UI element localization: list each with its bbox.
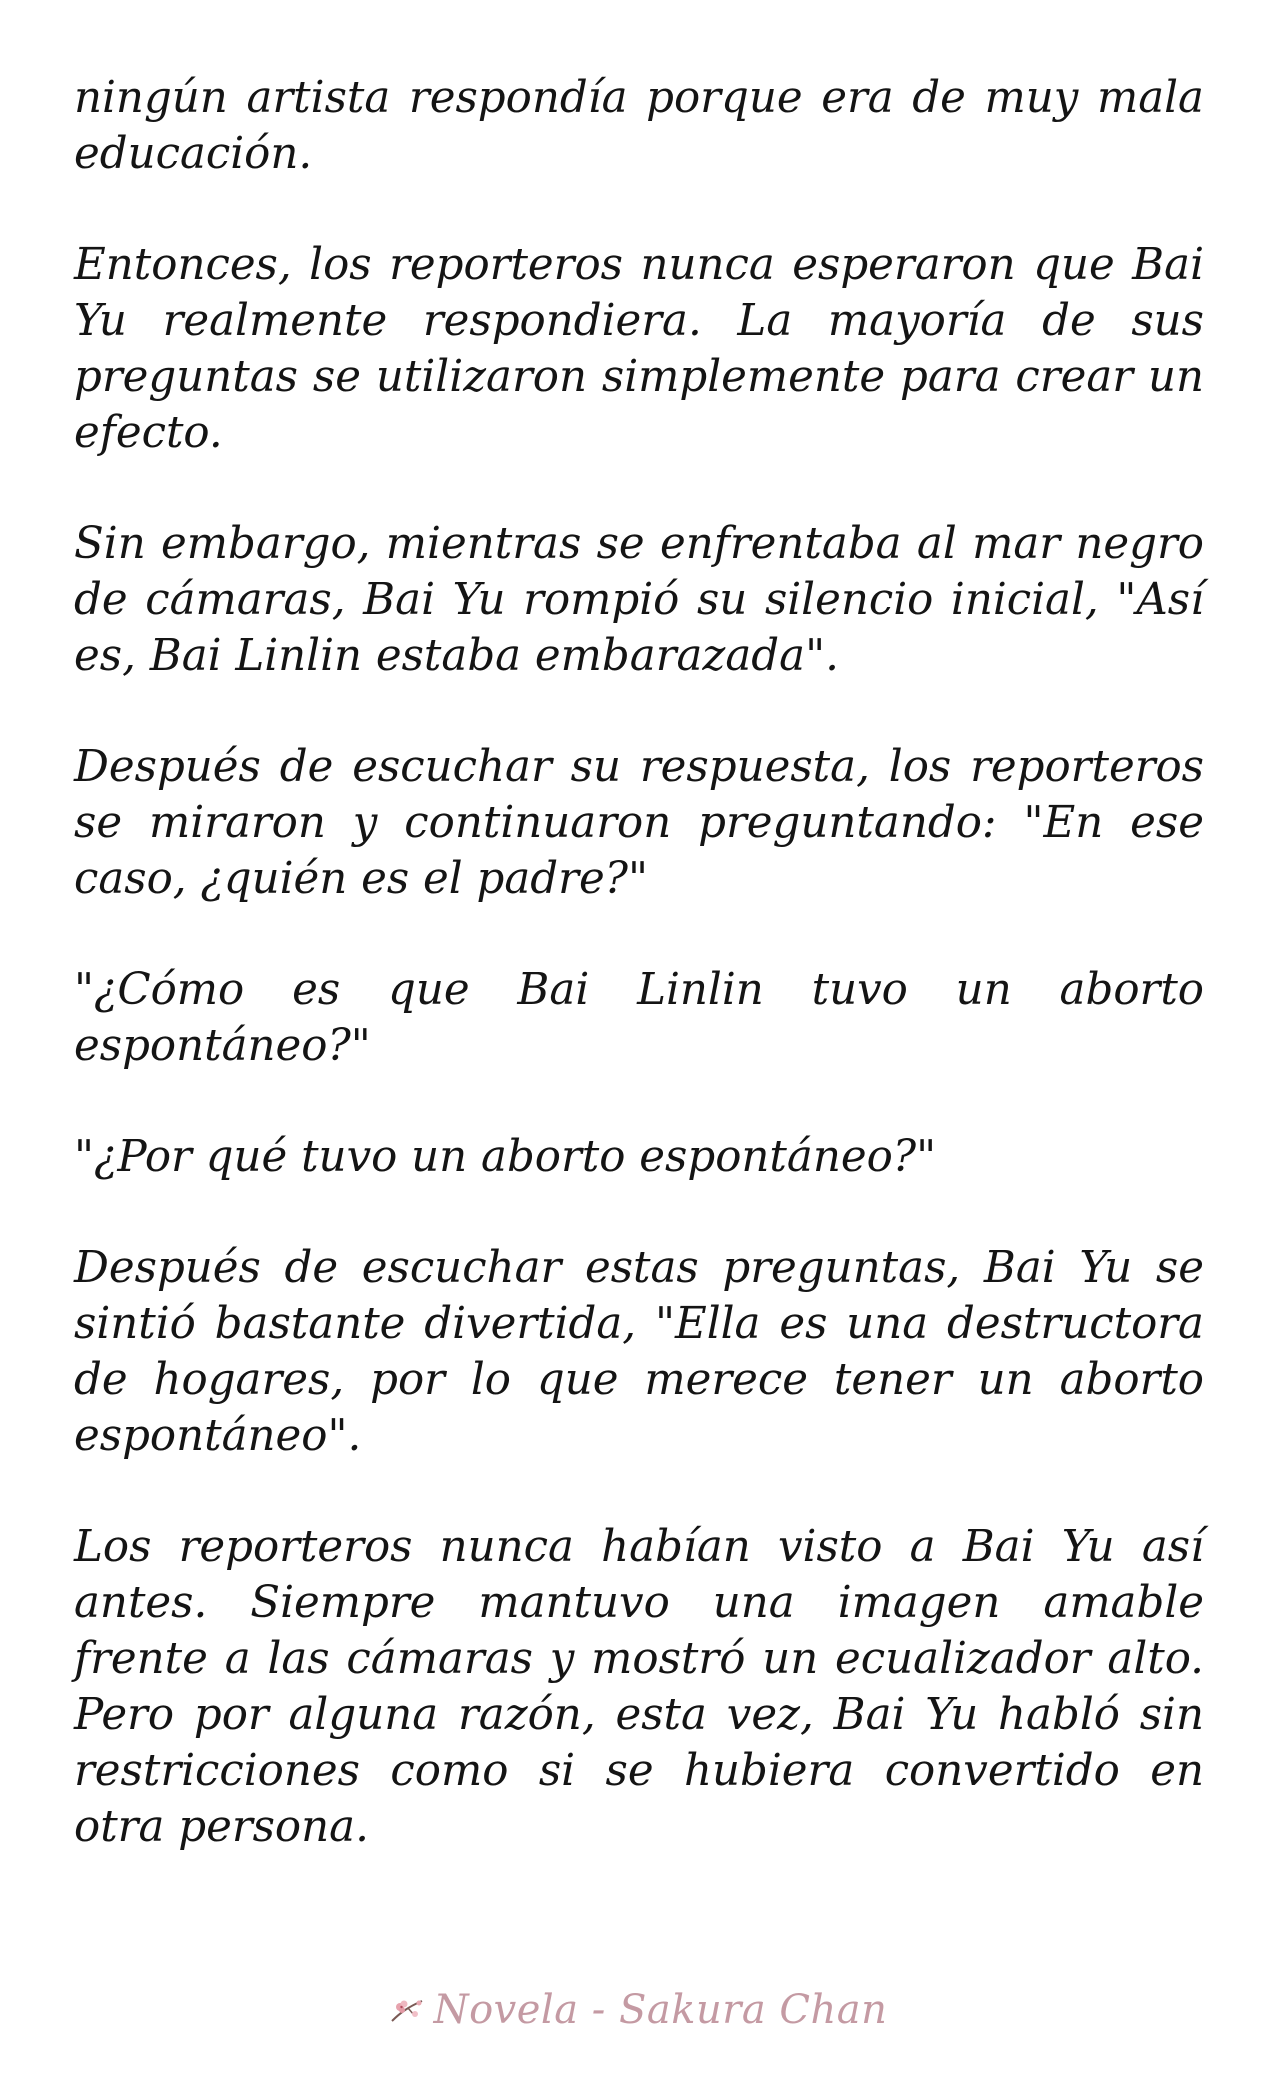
paragraph: "¿Por qué tuvo un aborto espontáneo?" [74,1132,937,1182]
paragraph: Sin embargo, mientras se enfrentaba al mar negro de cámaras, Bai Yu rompió su silencio inicial, "Así es, Bai Linlin estaba embarazada". [74,519,1204,681]
document-body [74,70,1204,1910]
paragraph: Después de escuchar estas preguntas, Bai Yu se sintió bastante divertida, "Ella es una destructora de hogares, por lo que merece tener un aborto espontáneo". [74,1243,1204,1461]
sakura-blossom-icon [388,1995,426,2025]
paragraph: Los reporteros nunca habían visto a Bai Yu así antes. Siempre mantuvo una imagen amable frente a las cámaras y mostró un ecualizador alto. Pero por alguna razón, esta vez, Bai Yu habló sin restricciones como si se hubiera convertido en otra persona. [74,1522,1204,1852]
paragraph: "¿Cómo es que Bai Linlin tuvo un aborto espontáneo?" [74,965,1204,1071]
watermark-footer [0,1985,1275,2035]
paragraph: Después de escuchar su respuesta, los reporteros se miraron y continuaron preguntando: "En ese caso, ¿quién es el padre?" [74,742,1204,904]
paragraph: Entonces, los reporteros nunca esperaron que Bai Yu realmente respondiera. La mayoría de sus preguntas se utilizaron simplemente para crear un efecto. [74,240,1204,458]
paragraph: ningún artista respondía porque era de muy mala educación. [74,73,1204,179]
watermark-text: Novela - Sakura Chan [433,1987,888,2033]
